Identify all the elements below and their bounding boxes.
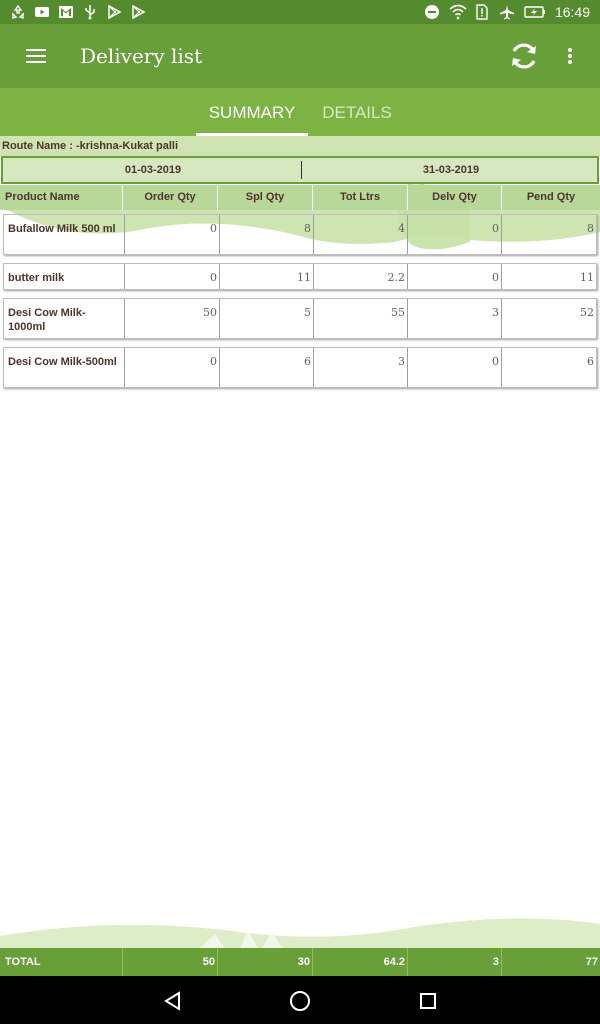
total-delv-qty: 3 [407, 948, 501, 976]
recents-icon[interactable] [413, 986, 443, 1016]
youtube-icon [34, 4, 50, 20]
total-pend-qty: 77 [501, 948, 600, 976]
milk-splash-background [0, 136, 600, 948]
table-header [0, 185, 600, 210]
tot-ltrs: 4 [313, 215, 407, 254]
recycle-icon [10, 4, 26, 20]
column-header-order-qty: Order Qty [122, 185, 217, 210]
more-vert-icon[interactable] [556, 38, 584, 74]
status-bar [0, 0, 600, 24]
refresh-icon[interactable] [506, 38, 542, 74]
gmail-icon [58, 4, 74, 20]
column-header-pend-qty: Pend Qty [501, 185, 600, 210]
product-name: Desi Cow Milk-1000ml [8, 307, 86, 333]
app-bar [0, 24, 600, 88]
clock: 16:49 [554, 4, 590, 20]
tab-bar [0, 88, 600, 136]
product-name: Desi Cow Milk-500ml [8, 356, 117, 368]
totals-row [0, 948, 600, 976]
total-spl-qty: 30 [217, 948, 312, 976]
play-store-icon [106, 4, 122, 20]
total-order-qty: 50 [122, 948, 217, 976]
do-not-disturb-icon [424, 4, 440, 20]
table-row[interactable] [3, 347, 597, 388]
summary-content [0, 136, 600, 948]
total-label: TOTAL [5, 956, 41, 968]
tab-details[interactable]: DETAILS [322, 103, 392, 122]
pend-qty: 8 [501, 215, 596, 254]
home-icon[interactable] [285, 986, 315, 1016]
tot-ltrs: 2.2 [313, 264, 407, 289]
tot-ltrs: 55 [313, 299, 407, 338]
spl-qty: 5 [219, 299, 313, 338]
battery-charging-icon [524, 4, 546, 20]
order-qty: 50 [124, 299, 219, 338]
column-header-product-name: Product Name [5, 191, 80, 203]
tab-summary[interactable]: SUMMARY [196, 88, 308, 136]
table-row[interactable] [3, 214, 597, 255]
spl-qty: 8 [219, 215, 313, 254]
play-store-icon [130, 4, 146, 20]
order-qty: 0 [124, 264, 219, 289]
table-row[interactable] [3, 298, 597, 339]
system-icons [424, 3, 590, 21]
page-title: Delivery list [80, 44, 203, 68]
delv-qty: 0 [407, 215, 501, 254]
spl-qty: 6 [219, 348, 313, 387]
product-name: Bufallow Milk 500 ml [8, 223, 116, 235]
delv-qty: 3 [407, 299, 501, 338]
wifi-icon [449, 4, 465, 20]
delv-qty: 0 [407, 264, 501, 289]
notification-icons [10, 4, 146, 20]
pend-qty: 6 [501, 348, 596, 387]
table-row[interactable] [3, 263, 597, 290]
pend-qty: 52 [501, 299, 596, 338]
route-bar [0, 136, 600, 156]
sim-alert-icon [474, 4, 490, 20]
text-cursor [301, 161, 302, 179]
route-name: Route Name : -krishna-Kukat palli [2, 140, 179, 152]
hamburger-menu-icon[interactable] [16, 36, 56, 76]
order-qty: 0 [124, 215, 219, 254]
delv-qty: 0 [407, 348, 501, 387]
navigation-bar [0, 976, 600, 1024]
tot-ltrs: 3 [313, 348, 407, 387]
spl-qty: 11 [219, 264, 313, 289]
product-name: butter milk [8, 272, 65, 284]
order-qty: 0 [124, 348, 219, 387]
from-date-field[interactable]: 01-03-2019 [124, 164, 182, 176]
date-range [1, 156, 599, 184]
usb-icon [82, 4, 98, 20]
back-icon[interactable] [158, 986, 188, 1016]
column-header-spl-qty: Spl Qty [217, 185, 312, 210]
column-header-delv-qty: Delv Qty [407, 185, 501, 210]
total-tot-ltrs: 64.2 [312, 948, 407, 976]
column-header-tot-ltrs: Tot Ltrs [312, 185, 407, 210]
airplane-icon [499, 4, 515, 20]
to-date-field[interactable]: 31-03-2019 [422, 164, 480, 176]
pend-qty: 11 [501, 264, 596, 289]
